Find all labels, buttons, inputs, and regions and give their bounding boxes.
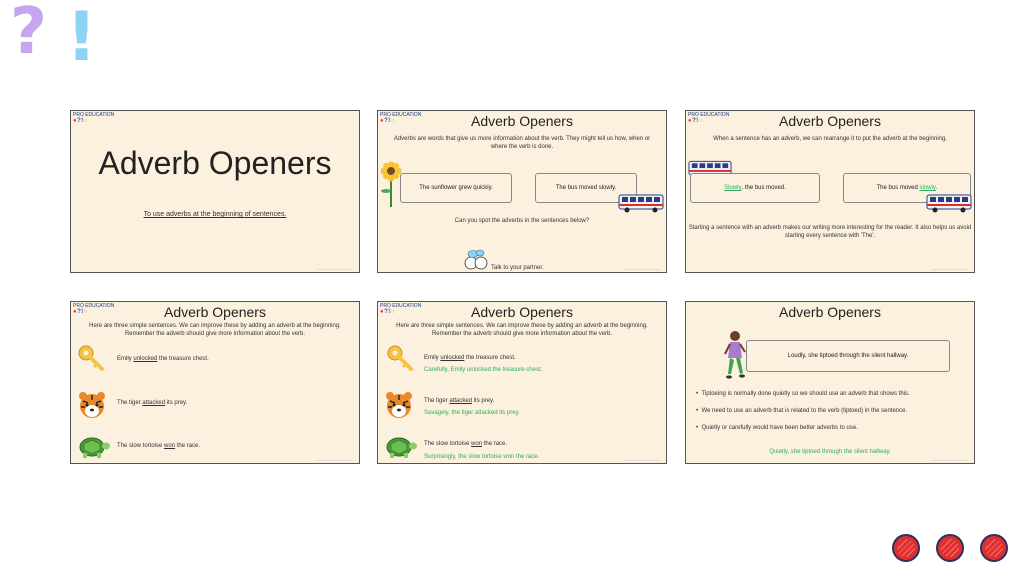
- slide-title: Adverb Openers: [471, 113, 573, 129]
- sentence-item: Emily unlocked the treasure chest.: [424, 355, 516, 361]
- red-circle-decoration: [892, 534, 920, 562]
- improved-sentence: Savagely, the tiger attacked its prey.: [424, 410, 520, 416]
- sentence-item: The tiger attacked its prey.: [424, 398, 495, 404]
- bus-icon: [618, 193, 664, 213]
- exclamation-mark-decoration: !: [66, 0, 98, 77]
- slide-title: Adverb Openers: [164, 304, 266, 320]
- improved-sentence: Carefully, Emily unlocked the treasure chest.: [424, 367, 543, 373]
- slide-footer: [932, 269, 968, 270]
- adverb-opener-box: Slowly , the bus moved.: [690, 173, 820, 203]
- example-box-sunflower: The sunflower grew quickly.: [400, 173, 512, 203]
- key-icon: [77, 344, 105, 372]
- slide-title: Adverb Openers: [779, 113, 881, 129]
- slide-title: Adverb Openers: [779, 304, 881, 320]
- red-circle-decoration: [980, 534, 1008, 562]
- slide-2-thumbnail[interactable]: [377, 110, 667, 273]
- tortoise-icon: [75, 434, 111, 460]
- sentence-item: The slow tortoise won the race.: [424, 441, 508, 447]
- logo: PRO EDUCATION ●?!○: [688, 112, 730, 124]
- slide-footer: [317, 460, 353, 461]
- speech-bubbles-icon: [462, 249, 490, 271]
- original-sentence-box: The bus moved slowly .: [843, 173, 971, 203]
- slide-6-thumbnail[interactable]: [685, 301, 975, 464]
- slide-intro: Adverbs are words that give us more information about the verb. They might tell us how, when or where the verb is done.: [393, 136, 651, 151]
- slide-intro: When a sentence has an adverb, we can rearrange it to put the adverb at the beginning.: [713, 136, 947, 142]
- slide-subtitle: To use adverbs at the beginning of sentences.: [143, 211, 287, 218]
- slide-footer: [624, 269, 660, 270]
- tiger-icon: [77, 390, 107, 420]
- example-sentence-box: Loudly, she tiptoed through the silent hallway.: [746, 340, 950, 372]
- slide-intro: Here are three simple sentences. We can improve these by adding an adverb at the beginning. Remember the adverb should give more information about the verb.: [396, 323, 648, 338]
- slide-footer: [317, 269, 353, 270]
- slide-title: Adverb Openers: [471, 304, 573, 320]
- red-circle-decoration: [936, 534, 964, 562]
- corrected-sentence: Quietly, she tiptoed through the silent hallway.: [769, 449, 891, 455]
- slide-footer: [624, 460, 660, 461]
- bullet-list: [696, 390, 966, 432]
- slide-outro: Starting a sentence with an adverb makes our writing more interesting for the reader. It also helps us avoid starting every sentence with 'The'.: [688, 225, 972, 240]
- adverb-word: Slowly: [724, 185, 742, 191]
- girl-tiptoeing-icon: [722, 330, 748, 382]
- slide-3-thumbnail[interactable]: [685, 110, 975, 273]
- slide-title: Adverb Openers: [98, 145, 332, 181]
- improved-sentence: Surprisingly, the slow tortoise won the race.: [424, 454, 540, 460]
- key-icon: [386, 344, 414, 372]
- slide-intro: Here are three simple sentences. We can improve these by adding an adverb at the beginning. Remember the adverb should give more information about the verb.: [89, 323, 341, 338]
- sentence-item: The slow tortoise won the race.: [117, 443, 201, 449]
- bullet-item: • Quietly or carefully would have been better adverbs to use.: [696, 425, 858, 432]
- tortoise-icon: [382, 434, 418, 460]
- talk-to-partner: Talk to your partner.: [491, 265, 544, 271]
- sentence-item: The tiger attacked its prey.: [117, 400, 188, 406]
- adverb-word: slowly: [919, 185, 936, 191]
- slide-4-thumbnail[interactable]: [70, 301, 360, 464]
- logo: PRO EDUCATION ●?!○: [73, 303, 115, 315]
- question-mark-decoration: ?: [10, 0, 48, 69]
- tiger-icon: [384, 390, 414, 420]
- bullet-item: • We need to use an adverb that is related to the verb (tiptoed) in the sentence.: [696, 408, 908, 415]
- question-text: Can you spot the adverbs in the sentences below?: [454, 218, 590, 224]
- example-box-bus: The bus moved slowly.: [535, 173, 637, 203]
- slide-5-thumbnail[interactable]: [377, 301, 667, 464]
- logo: PRO EDUCATION ●?!○: [73, 112, 115, 124]
- slide-footer: [932, 460, 968, 461]
- slide-1-thumbnail[interactable]: [70, 110, 360, 273]
- sunflower-icon: [380, 161, 402, 207]
- sentence-item: Emily unlocked the treasure chest.: [117, 356, 209, 362]
- logo: PRO EDUCATION ●?!○: [380, 303, 422, 315]
- bus-icon: [926, 193, 972, 213]
- logo: PRO EDUCATION ●?!○: [380, 112, 422, 124]
- bullet-item: • Tiptoeing is normally done quietly so we should use an adverb that shows this.: [696, 391, 910, 397]
